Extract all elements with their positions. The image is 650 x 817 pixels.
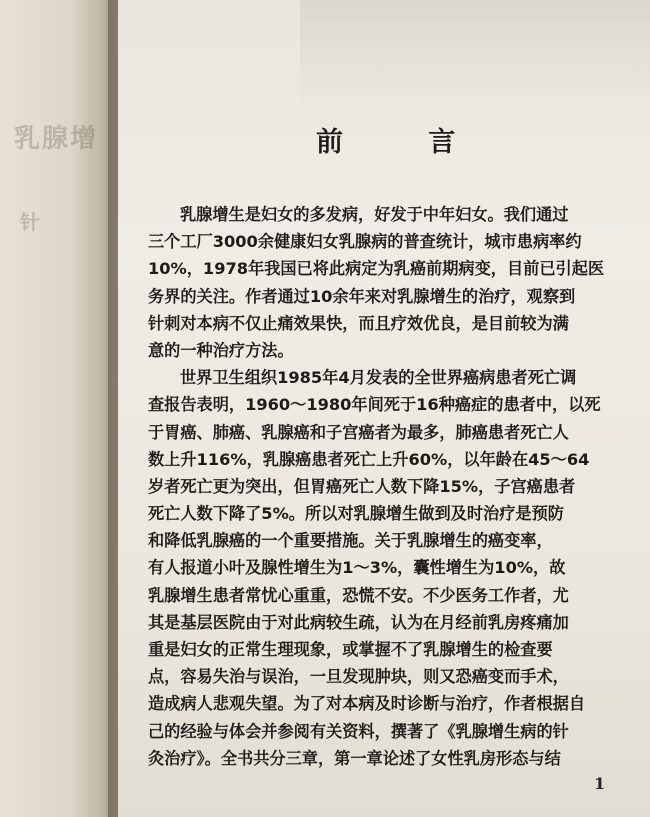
paragraph-1-line-1: 乳腺增生是妇女的多发病，好发于中年妇女。我们通过 [180, 205, 569, 224]
paragraph-2-line-2: 查报告表明，1960～1980年间死于16种癌症的患者中，以死 [148, 395, 601, 415]
paragraph-2-line-12: 点，容易失治与误治，一旦发现肿块，则又恐癌变而手术， [148, 667, 569, 687]
paragraph-2-line-6: 死亡人数下降了5%。所以对乳腺增生做到及时治疗是预防 [148, 504, 564, 524]
paragraph-2-line-15: 灸治疗》。全书共分三章，第一章论述了女性乳房形态与结 [148, 748, 561, 768]
paragraph-2-line-5: 岁者死亡更为突出，但胃癌死亡人数下降15%，子宫癌患者 [148, 476, 576, 496]
paragraph-2-line-13: 造成病人悲观失望。为了对本病及时诊断与治疗，作者根据自 [148, 694, 586, 714]
paragraph-2-line-3: 于胃癌、肺癌、乳腺癌和子宫癌者为最多，肺癌患者死亡人 [148, 422, 569, 442]
paragraph-2-line-7: 和降低乳腺癌的一个重要措施。关于乳腺增生的癌变率， [148, 531, 553, 551]
paragraph-2-line-11: 重是妇女的正常生理现象，或掌握不了乳腺增生的检查要 [148, 640, 553, 659]
page-title: 前 言 [316, 127, 494, 158]
paragraph-1-line-3: 10%，1978年我国已将此病定为乳癌前期病变，目前已引起医 [148, 259, 605, 279]
paragraph-1-line-2: 三个工厂3000余健康妇女乳腺病的普查统计，城市患病率约 [148, 232, 582, 252]
paragraph-1-line-5: 针刺对本病不仅止痛效果快，而且疗效优良，是目前较为满 [148, 313, 569, 333]
paragraph-2-line-4: 数上升116%，乳腺癌患者死亡上升60%，以年龄在45～64 [148, 449, 590, 469]
page-number: 1 [594, 774, 606, 793]
left-page: 乳腺增 针 [0, 0, 118, 817]
paragraph-2-line-10: 其是基层医院由于对此病较生疏，认为在月经前乳房疼痛加 [148, 612, 569, 632]
paragraph-2-line-8: 有人报道小叶及腺性增生为1～3%，囊性增生为10%，故 [148, 558, 566, 578]
paragraph-1-line-4: 务界的关注。作者通过10余年来对乳腺增生的治疗，观察到 [148, 286, 576, 306]
show-through-text [300, 0, 650, 110]
body-text [148, 201, 630, 772]
paragraph-2-line-14: 己的经验与体会并参阅有关资料，撰著了《乳腺增生病的针 [148, 721, 569, 741]
paragraph-2-line-9: 乳腺增生患者常忧心重重，恐慌不安。不少医务工作者，尤 [148, 585, 569, 605]
paragraph-1-line-6: 意的一种治疗方法。 [148, 340, 294, 360]
paragraph-2-line-1: 世界卫生组织1985年4月发表的全世界癌病患者死亡调 [180, 368, 577, 388]
